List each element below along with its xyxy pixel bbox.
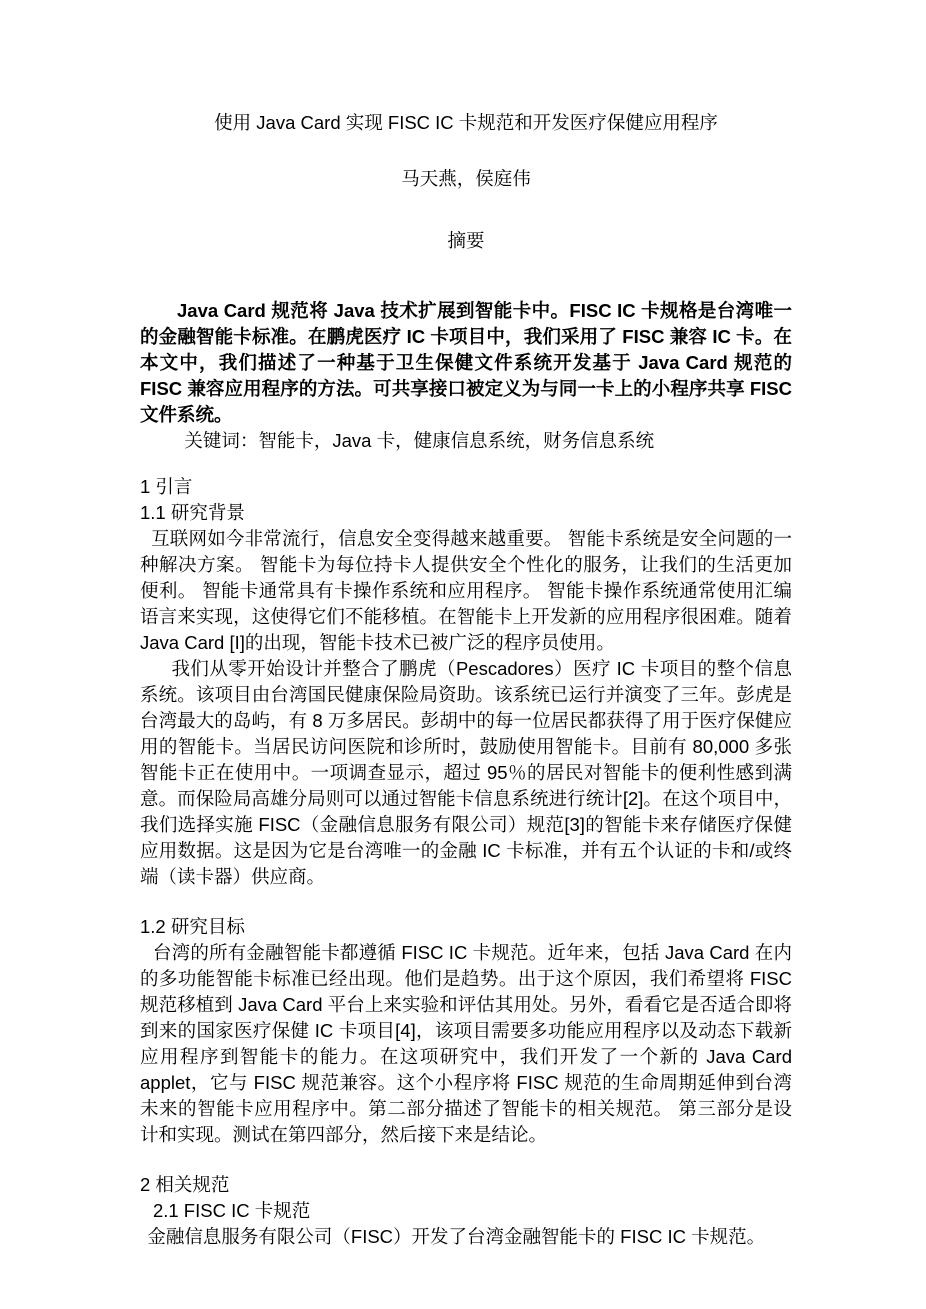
paragraph-research-background-1: 互联网如今非常流行，信息安全变得越来越重要。 智能卡系统是安全问题的一种解决方案。 智能卡为每位持卡人提供安全个性化的服务，让我们的生活更加便利。 智能卡通常具有卡操作系统和应用程序。 智能卡操作系统通常使用汇编语言来实现，这使得它们不能移植。在智能卡上开发新的应用程序很困难。随着 Java Card [I]的出现，智能卡技术已被广泛的程序员使用。: [140, 528, 792, 653]
section-2-heading: 2 相关规范: [140, 1174, 230, 1195]
keywords-line: 关键词：智能卡，Java 卡，健康信息系统，财务信息系统: [184, 430, 655, 451]
paper-title: 使用 Java Card 实现 FISC IC 卡规范和开发医疗保健应用程序: [214, 112, 718, 133]
paragraph-research-goal-1: 台湾的所有金融智能卡都遵循 FISC IC 卡规范。近年来，包括 Java Card 在内的多功能智能卡标准已经出现。他们是趋势。出于这个原因，我们希望将 FISC 规范移植到 Java Card 平台上来实验和评估其用处。另外，看看它是否适合即将到来的国家医疗保健 IC 卡项目[4]，该项目需要多功能应用程序以及动态下载新应用程序到智能卡的能力。在这项研究中，我们开发了一个新的 Java Card applet，它与 FISC 规范兼容。这个小程序将 FISC 规范的生命周期延伸到台湾未来的智能卡应用程序中。第二部分描述了智能卡的相关规范。 第三部分是设计和实现。测试在第四部分，然后接下来是结论。: [140, 942, 792, 1145]
section-1-heading: 1 引言: [140, 476, 193, 497]
abstract-paragraph: Java Card 规范将 Java 技术扩展到智能卡中。FISC IC 卡规格是台湾唯一的金融智能卡标准。在鹏虎医疗 IC 卡项目中，我们采用了 FISC 兼容 IC 卡。在本文中，我们描述了一种基于卫生保健文件系统开发基于 Java Card 规范的 FISC 兼容应用程序的方法。可共享接口被定义为与同一卡上的小程序共享 FISC 文件系统。: [140, 300, 792, 425]
paragraph-research-background-2: 我们从零开始设计并整合了鹏虎（Pescadores）医疗 IC 卡项目的整个信息系统。该项目由台湾国民健康保险局资助。该系统已运行并演变了三年。彭虎是台湾最大的岛屿，有 8 万多居民。彭胡中的每一位居民都获得了用于医疗保健应用的智能卡。当居民访问医院和诊所时，鼓励使用智能卡。目前有 80,000 多张智能卡正在使用中。一项调查显示，超过 95％的居民对智能卡的便利性感到满意。而保险局高雄分局则可以通过智能卡信息系统进行统计[2]。在这个项目中，我们选择实施 FISC（金融信息服务有限公司）规范[3]的智能卡来存储医疗保健应用数据。这是因为它是台湾唯一的金融 IC 卡标准，并有五个认证的卡和/或终端（读卡器）供应商。: [140, 658, 792, 887]
paper-authors: 马天燕，侯庭伟: [401, 168, 531, 189]
abstract-heading: 摘要: [447, 230, 485, 251]
subsection-2-1-heading: 2.1 FISC IC 卡规范: [152, 1200, 311, 1221]
subsection-1-1-heading: 1.1 研究背景: [140, 502, 245, 523]
subsection-1-2-heading: 1.2 研究目标: [140, 916, 245, 937]
paragraph-fisc-spec-1: 金融信息服务有限公司（FISC）开发了台湾金融智能卡的 FISC IC 卡规范。: [147, 1226, 766, 1247]
